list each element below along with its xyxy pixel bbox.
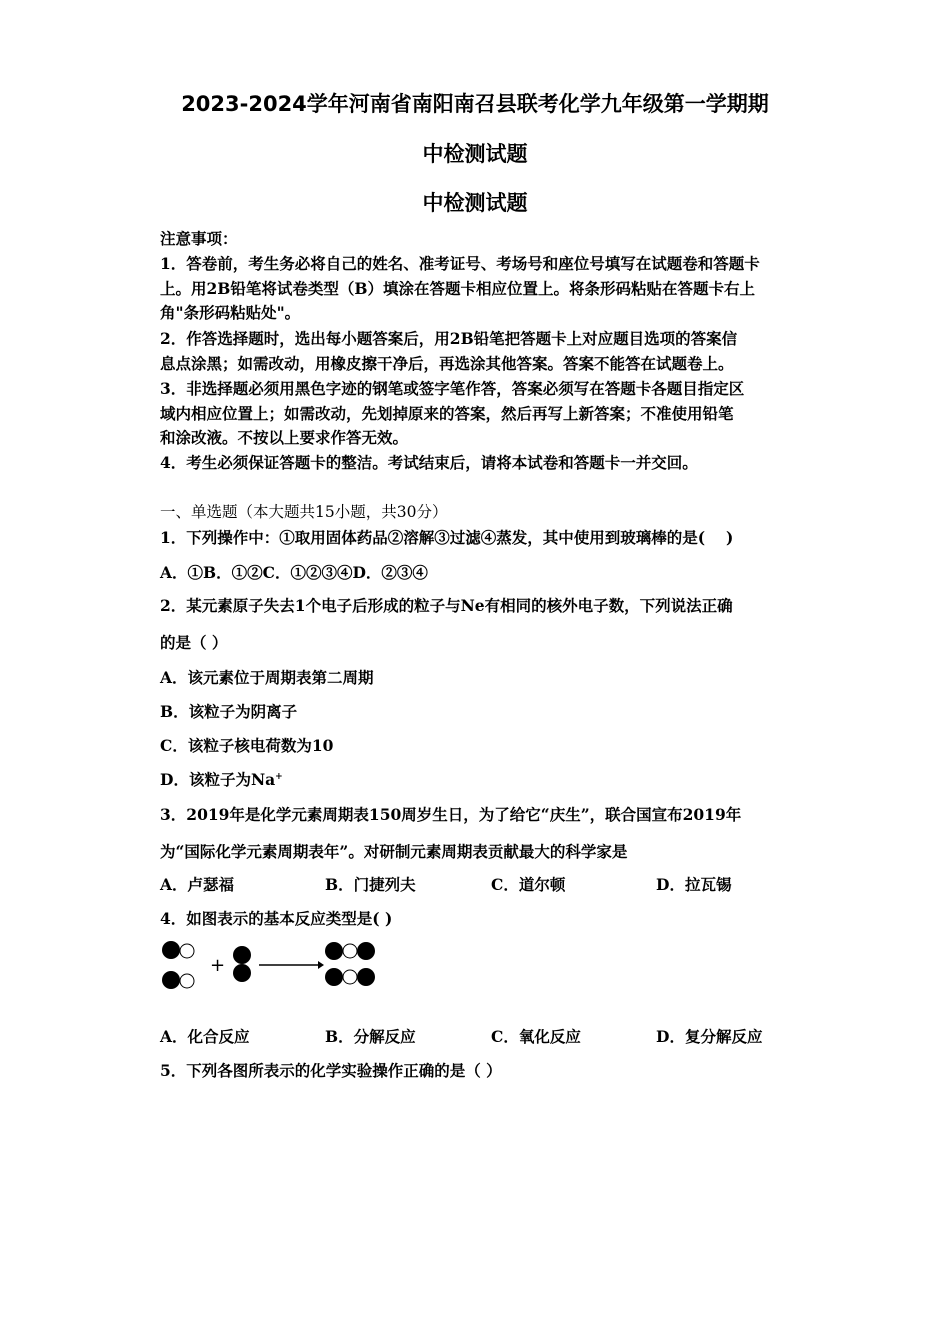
- black-atom: [162, 971, 180, 989]
- notice-line: 角"条形码粘贴处"。: [160, 303, 301, 322]
- q4-option-d: D．复分解反应: [656, 1027, 763, 1046]
- white-atom: [343, 970, 357, 984]
- notice-line: 2．作答选择题时，选出每小题答案后，用2B铅笔把答题卡上对应题目选项的答案信: [160, 329, 738, 348]
- notice-line: 和涂改液。不按以上要求作答无效。: [160, 428, 409, 447]
- q2-stem-line2: 的是（ ）: [160, 633, 228, 652]
- notice-line: 1．答卷前，考生务必将自己的姓名、准考证号、考场号和座位号填写在试题卷和答题卡: [160, 254, 760, 273]
- reaction-arrow-head: [318, 961, 324, 969]
- notice-line: 息点涂黑；如需改动，用橡皮擦干净后，再选涂其他答案。答案不能答在试题卷上。: [160, 354, 734, 373]
- q2-option-d-text: D．该粒子为Na: [160, 770, 276, 789]
- q2-stem-line1: 2．某元素原子失去1个电子后形成的粒子与Ne有相同的核外电子数，下列说法正确: [160, 596, 733, 615]
- q4-option-c: C．氧化反应: [491, 1027, 581, 1046]
- exam-title-line3: 中检测试题: [422, 191, 528, 215]
- q4-stem: 4．如图表示的基本反应类型是( ): [160, 909, 393, 928]
- q3-option-b: B．门捷列夫: [325, 875, 416, 894]
- white-atom: [180, 944, 194, 958]
- black-atom: [325, 942, 343, 960]
- notice-line: 4．考生必须保证答题卡的整洁。考试结束后，请将本试卷和答题卡一并交回。: [160, 453, 698, 472]
- notice-line: 3．非选择题必须用黑色字迹的钢笔或签字笔作答，答案必须写在答题卡各题目指定区: [160, 379, 745, 398]
- q2-option-b: B．该粒子为阴离子: [160, 702, 298, 721]
- white-atom: [343, 944, 357, 958]
- black-atom: [357, 968, 375, 986]
- q3-option-c: C．道尔顿: [491, 875, 566, 894]
- q5-stem: 5．下列各图所表示的化学实验操作正确的是（ ）: [160, 1061, 502, 1080]
- exam-title-line2: 中检测试题: [422, 142, 528, 166]
- black-atom: [233, 964, 251, 982]
- notice-line: 域内相应位置上；如需改动，先划掉原来的答案，然后再写上新答案；不准使用铅笔: [160, 404, 734, 423]
- white-atom: [180, 974, 194, 988]
- q3-option-a: A．卢瑟福: [160, 875, 235, 894]
- q2-option-c: C．该粒子核电荷数为10: [160, 736, 334, 755]
- black-atom: [233, 946, 251, 964]
- q1-options: A．①B．①②C．①②③④D．②③④: [160, 563, 428, 582]
- notice-heading: 注意事项：: [160, 229, 238, 248]
- q1-stem: 1．下列操作中：①取用固体药品②溶解③过滤④蒸发，其中使用到玻璃棒的是( ): [160, 528, 734, 547]
- q4-option-b: B．分解反应: [325, 1027, 416, 1046]
- q4-option-a: A．化合反应: [160, 1027, 250, 1046]
- black-atom: [357, 942, 375, 960]
- q3-stem-line2: 为“国际化学元素周期表年”。对研制元素周期表贡献最大的科学家是: [160, 842, 628, 861]
- q2-option-d: [160, 768, 283, 790]
- q2-option-a: A．该元素位于周期表第二周期: [160, 668, 374, 687]
- notice-line: 上。用2B铅笔将试卷类型（B）填涂在答题卡相应位置上。将条形码粘贴在答题卡右上: [160, 279, 755, 298]
- charge-superscript: +: [275, 771, 283, 782]
- black-atom: [325, 968, 343, 986]
- plus-sign: +: [210, 955, 226, 976]
- section-heading: 一、单选题（本大题共15小题，共30分）: [160, 503, 448, 521]
- q3-option-d: D．拉瓦锡: [656, 875, 732, 894]
- q3-stem-line1: 3．2019年是化学元素周期表150周岁生日，为了给它“庆生”，联合国宣布2019年: [160, 805, 742, 824]
- black-atom: [162, 941, 180, 959]
- reaction-diagram: [158, 938, 388, 994]
- exam-title-line1: 2023-2024学年河南省南阳南召县联考化学九年级第一学期期: [181, 92, 769, 116]
